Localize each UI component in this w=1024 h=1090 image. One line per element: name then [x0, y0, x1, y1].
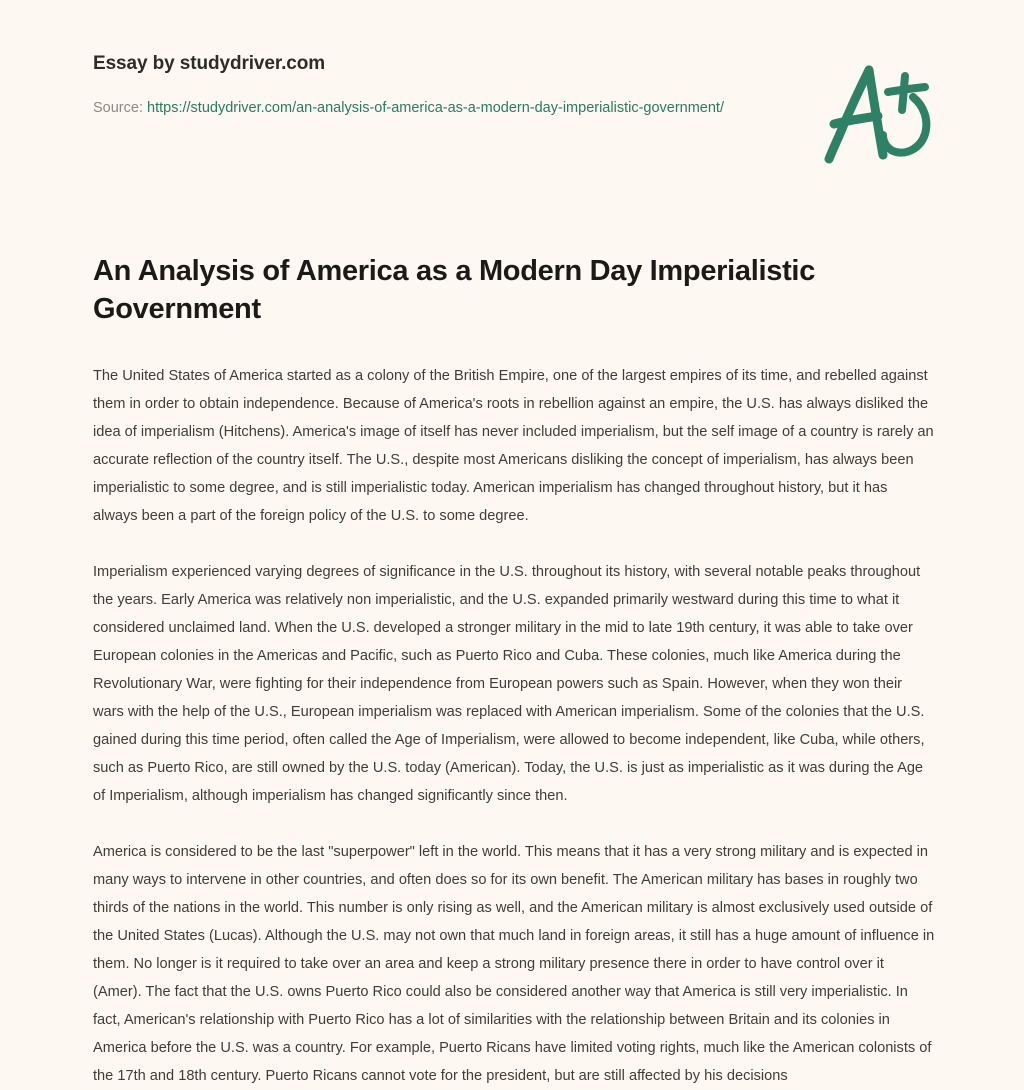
source-line [93, 95, 783, 121]
paragraph: Imperialism experienced varying degrees of significance in the U.S. throughout its history, with several notable peaks throughout the years. Early America was relatively non imperialistic, and the U.S. expanded primarily westward during this time to what it considered unclaimed land. When the U.S. developed a stronger military in the mid to late 19th century, it was able to take over European colonies in the Americas and Pacific, such as Puerto Rico and Cuba. These colonies, much like America during the Revolutionary War, were fighting for their independence from European powers such as Spain. However, when they won their wars with the help of the U.S., European imperialism was replaced with American imperialism. Some of the colonies that the U.S. gained during this time period, often called the Age of Imperialism, were allowed to become independent, like Cuba, while others, such as Puerto Rico, are still owned by the U.S. today (American). Today, the U.S. is just as imperialistic as it was during the Age of Imperialism, although imperialism has changed significantly since then. [93, 564, 925, 804]
a-plus-icon [812, 52, 952, 177]
page-header [93, 52, 933, 121]
source-url-link[interactable]: https://studydriver.com/an-analysis-of-america-as-a-modern-day-imperialistic-government/ [147, 99, 724, 116]
source-label: Source: [93, 99, 143, 116]
paragraph: The United States of America started as a colony of the British Empire, one of the largest empires of its time, and rebelled against them in order to obtain independence. Because of America's roots in rebellion against an empire, the U.S. has always disliked the idea of imperialism (Hitchens). America's image of itself has never included imperialism, but the self image of a country is rarely an accurate reflection of the country itself. The U.S., despite most Americans disliking the concept of imperialism, has always been imperialistic to some degree, and is still imperialistic today. American imperialism has changed throughout history, but it has always been a part of the foreign policy of the U.S. to some degree. [93, 368, 934, 524]
site-attribution-title: Essay by studydriver.com [93, 53, 326, 74]
studydriver-a-plus-logo [812, 52, 952, 177]
article [93, 252, 935, 1090]
article-body [93, 362, 935, 1090]
page-title: An Analysis of America as a Modern Day Imperialistic Government [93, 255, 816, 325]
paragraph: America is considered to be the last "superpower" left in the world. This means that it has a very strong military and is expected in many ways to intervene in other countries, and often does so for its own benefit. The American military has bases in roughly two thirds of the nations in the world. This number is only rising as well, and the American military is almost exclusively used outside of the United States (Lucas). Although the U.S. may not own that much land in foreign areas, it still has a huge amount of influence in them. No longer is it required to take over an area and keep a strong military presence there in order to have control over it (Amer). The fact that the U.S. owns Puerto Rico could also be considered another way that America is still very imperialistic. In fact, American's relationship with Puerto Rico has a lot of similarities with the relationship between Britain and its colonies in America before the U.S. was a country. For example, Puerto Ricans have limited voting rights, much like the American colonists of the 17th and 18th century. Puerto Ricans cannot vote for the president, but are still affected by his decisions [93, 844, 935, 1084]
